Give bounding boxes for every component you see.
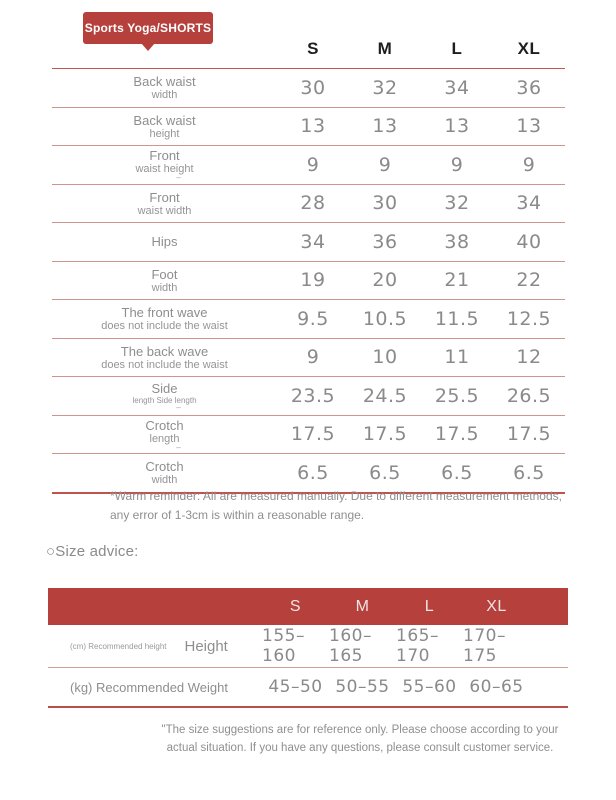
cell-value-xl: 34 xyxy=(516,192,542,215)
cell-value-s: 9.5 xyxy=(297,307,329,330)
cell-value-s: 30 xyxy=(300,76,326,99)
size-advice-note: "The size suggestions are for reference only. Please choose according to your actual situation. If you have any questions, please consult customer service. xyxy=(161,724,559,755)
warm-reminder-note: *Warm reminder: All are measured manually. Due to different measurement methods, any error of 1-3cm is within a reasonable range. xyxy=(110,489,562,522)
advice-row xyxy=(48,625,568,668)
row-sublabel: length Side length xyxy=(132,395,197,405)
row-label-cell xyxy=(52,185,277,223)
row-sublabel: width xyxy=(151,281,178,294)
advice-row-label-cell xyxy=(48,668,262,706)
cell-value-m: 24.5 xyxy=(362,384,408,407)
table-row xyxy=(52,108,565,147)
cell-value-s: 13 xyxy=(300,115,326,138)
cell-value-l: 38 xyxy=(444,230,470,253)
row-label-cell xyxy=(52,108,277,146)
category-badge-label: Sports Yoga/SHORTS xyxy=(84,21,212,35)
advice-row-label-cell xyxy=(48,625,262,667)
cell-value-m: 6.5 xyxy=(369,461,401,484)
cell-value-xl: 26.5 xyxy=(506,384,552,407)
cell-value-l: 21 xyxy=(444,269,470,292)
cell-value-xl: 22 xyxy=(516,269,542,292)
column-header-xl: XL xyxy=(517,39,541,58)
table-row xyxy=(52,146,565,185)
row-label: Front xyxy=(149,189,180,205)
row-sublabel: width xyxy=(151,89,178,102)
column-header-s: S xyxy=(307,39,319,58)
row-label: Back waist xyxy=(133,74,196,90)
advice-value-m: 160–165 xyxy=(329,626,372,666)
cell-value-s: 23.5 xyxy=(290,384,336,407)
advice-value-l: 55–60 xyxy=(402,677,457,697)
header-spacer xyxy=(52,30,277,68)
row-label-cell xyxy=(52,262,277,300)
cell-value-l: 9 xyxy=(450,153,464,176)
row-label-cell xyxy=(52,69,277,107)
table-row xyxy=(52,416,565,455)
size-advice-body xyxy=(48,625,568,708)
table-row xyxy=(52,69,565,108)
advice-row-prefix: (cm) Recommended height xyxy=(70,641,167,651)
table-row xyxy=(52,339,565,378)
cell-value-l: 25.5 xyxy=(434,384,480,407)
advice-value-xl: 170–175 xyxy=(463,626,506,666)
table-row xyxy=(52,300,565,339)
cell-value-m: 13 xyxy=(372,115,398,138)
advice-column-l: L xyxy=(424,597,435,615)
cell-value-xl: 12.5 xyxy=(506,307,552,330)
row-label: Crotch xyxy=(145,417,184,433)
cell-value-xl: 6.5 xyxy=(513,461,545,484)
measurement-table xyxy=(52,30,565,494)
cell-value-m: 32 xyxy=(372,76,398,99)
advice-row-label: (kg) Recommended Weight xyxy=(70,679,228,695)
advice-column-xl: XL xyxy=(486,597,507,615)
row-label: Crotch xyxy=(145,459,184,475)
advice-value-s: 155–160 xyxy=(262,626,305,666)
table-row xyxy=(52,185,565,224)
column-header-l: L xyxy=(451,39,463,58)
measurement-table-header xyxy=(52,30,565,69)
row-sublabel: does not include the waist xyxy=(101,320,228,333)
advice-value-xl: 60–65 xyxy=(469,677,524,697)
table-row xyxy=(52,262,565,301)
row-label: Foot xyxy=(151,266,178,282)
cell-value-l: 11.5 xyxy=(434,307,480,330)
cell-value-l: 6.5 xyxy=(441,461,473,484)
cell-value-xl: 12 xyxy=(516,346,542,369)
cell-value-s: 9 xyxy=(306,153,320,176)
cell-value-m: 10.5 xyxy=(362,307,408,330)
row-label-cell xyxy=(52,223,277,261)
cell-value-m: 36 xyxy=(372,230,398,253)
row-dash-mark: – xyxy=(176,173,181,183)
column-header-m: M xyxy=(377,39,393,58)
cell-value-xl: 36 xyxy=(516,76,542,99)
size-advice-heading xyxy=(46,543,139,560)
cell-value-l: 13 xyxy=(444,115,470,138)
row-label: Hips xyxy=(151,234,178,250)
size-advice-header-bar xyxy=(48,588,568,625)
row-label: Side xyxy=(151,380,178,396)
size-advice-table xyxy=(48,588,568,708)
cell-value-xl: 17.5 xyxy=(506,423,552,446)
cell-value-l: 11 xyxy=(444,346,470,369)
row-label: Back waist xyxy=(133,112,196,128)
cell-value-l: 34 xyxy=(444,76,470,99)
table-row xyxy=(52,223,565,262)
row-dash-mark: – xyxy=(176,402,181,412)
row-label-cell xyxy=(52,300,277,338)
row-label-cell xyxy=(52,377,277,415)
cell-value-m: 10 xyxy=(372,346,398,369)
row-label: The back wave xyxy=(120,343,209,359)
cell-value-l: 17.5 xyxy=(434,423,480,446)
row-label: Front xyxy=(149,148,180,164)
cell-value-xl: 40 xyxy=(516,230,542,253)
cell-value-m: 9 xyxy=(378,153,392,176)
row-dash-mark: – xyxy=(176,442,181,452)
cell-value-m: 17.5 xyxy=(362,423,408,446)
measurement-table-body xyxy=(52,69,565,494)
cell-value-s: 19 xyxy=(300,269,326,292)
cell-value-s: 9 xyxy=(306,346,320,369)
table-row xyxy=(52,377,565,416)
row-sublabel: width xyxy=(151,474,178,487)
advice-value-m: 50–55 xyxy=(335,677,390,697)
advice-row-label: Height xyxy=(184,637,228,655)
cell-value-m: 30 xyxy=(372,192,398,215)
row-label: The front wave xyxy=(121,305,208,321)
cell-value-xl: 9 xyxy=(522,153,536,176)
row-sublabel: waist width xyxy=(137,204,192,217)
row-sublabel: height xyxy=(149,127,180,140)
advice-column-s: S xyxy=(289,597,302,615)
cell-value-s: 34 xyxy=(300,230,326,253)
row-label-cell xyxy=(52,454,277,492)
row-label-cell xyxy=(52,339,277,377)
header-spacer xyxy=(48,588,262,625)
cell-value-s: 17.5 xyxy=(290,423,336,446)
row-sublabel: waist height xyxy=(135,163,194,176)
row-sublabel: does not include the waist xyxy=(101,358,228,371)
cell-value-m: 20 xyxy=(372,269,398,292)
advice-value-l: 165–170 xyxy=(396,626,439,666)
circle-icon: ○ xyxy=(46,543,56,560)
cell-value-xl: 13 xyxy=(516,115,542,138)
cell-value-s: 28 xyxy=(300,192,326,215)
size-advice-heading-label: Size advice: xyxy=(55,543,139,560)
advice-row xyxy=(48,668,568,708)
advice-value-s: 45–50 xyxy=(268,677,323,697)
advice-column-m: M xyxy=(355,597,370,615)
row-label-cell xyxy=(52,146,277,184)
row-label-cell xyxy=(52,416,277,454)
row-sublabel: length xyxy=(149,432,180,445)
cell-value-l: 32 xyxy=(444,192,470,215)
cell-value-s: 6.5 xyxy=(297,461,329,484)
